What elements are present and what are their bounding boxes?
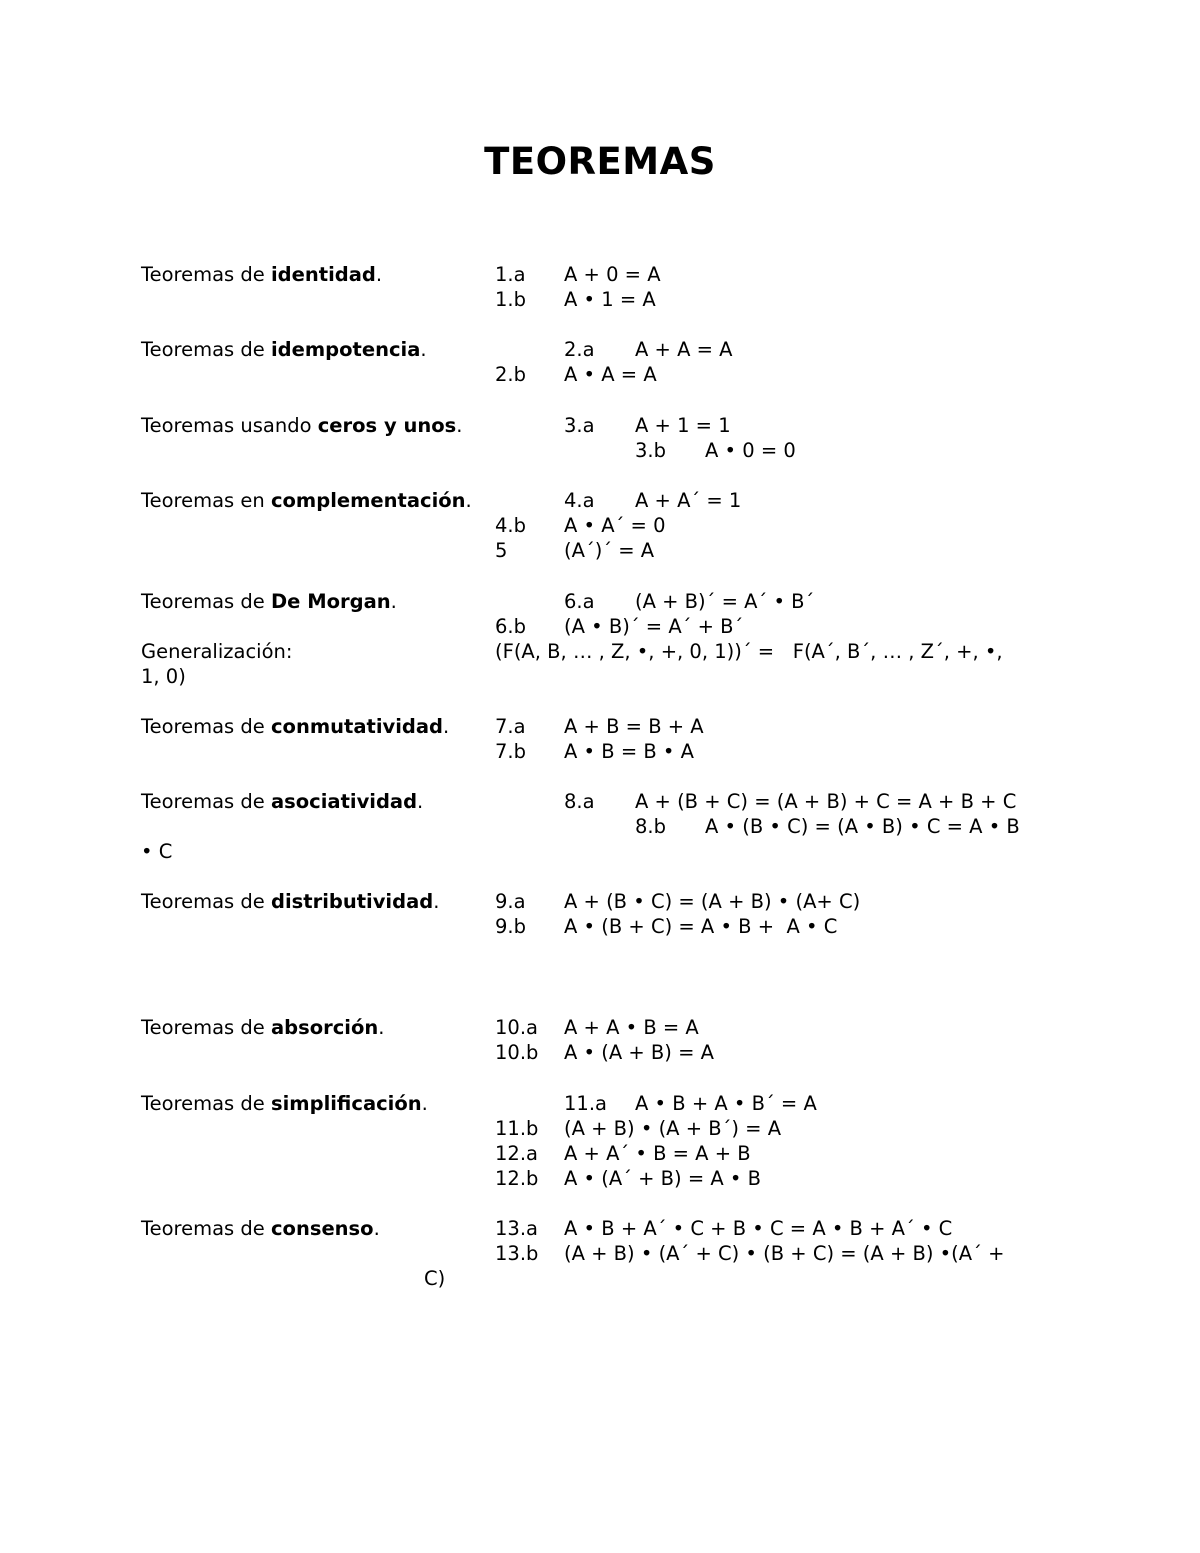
theorem-formula: A + A´ • B = A + B [564, 1142, 751, 1165]
heading-ceros-unos [141, 413, 462, 438]
heading-period: . [456, 414, 463, 437]
theorem-formula: (A´)´ = A [564, 539, 655, 562]
theorem-formula: A • (B • C) = (A • B) • C = A • B [705, 815, 1020, 838]
heading-period: . [378, 1016, 385, 1039]
heading-conmutatividad [141, 714, 449, 739]
theorem-formula: A + (B • C) = (A + B) • (A+ C) [564, 890, 861, 913]
theorem-label: 12.a [495, 1142, 538, 1165]
theorem-label: 4.a [564, 489, 595, 512]
heading-distributividad [141, 889, 439, 914]
heading-complementacion [141, 488, 472, 513]
heading-idempotencia [141, 337, 427, 362]
generalizacion-formula: (F(A, B, … , Z, •, +, 0, 1))´ = F(A´, B´, … , Z´, +, •, [495, 640, 1003, 663]
theorem-formula: (A + B) • (A´ + C) • (B + C) = (A + B) •(A´ + [564, 1242, 1005, 1265]
theorem-formula: A + A = A [635, 338, 733, 361]
theorem-formula: A • 0 = 0 [705, 439, 796, 462]
heading-period: . [433, 890, 440, 913]
heading-keyword: conmutatividad [271, 715, 443, 738]
theorem-label: 10.b [495, 1041, 539, 1064]
theorem-label: 9.b [495, 915, 526, 938]
theorem-label: 2.a [564, 338, 595, 361]
heading-keyword: ceros y unos [317, 414, 457, 437]
theorem-formula: A + 1 = 1 [635, 414, 731, 437]
heading-period: . [421, 1092, 428, 1115]
heading-keyword: idempotencia [271, 338, 421, 361]
theorem-formula: A + A´ = 1 [635, 489, 742, 512]
theorem-label: 6.b [495, 615, 526, 638]
heading-text: Teoremas de [141, 1016, 271, 1039]
theorem-label: 1.b [495, 288, 526, 311]
theorem-label: 12.b [495, 1167, 539, 1190]
heading-period: . [390, 590, 397, 613]
theorem-formula: A • B + A • B´ = A [635, 1092, 817, 1115]
heading-keyword: absorción [271, 1016, 379, 1039]
theorem-label: 3.b [635, 439, 666, 462]
theorem-formula: (A + B) • (A + B´) = A [564, 1117, 782, 1140]
theorem-formula: A • B = B • A [564, 740, 694, 763]
heading-consenso [141, 1216, 380, 1241]
theorem-label: 2.b [495, 363, 526, 386]
theorem-formula: A • B + A´ • C + B • C = A • B + A´ • C [564, 1217, 953, 1240]
heading-simplificacion [141, 1091, 428, 1116]
theorem-label: 4.b [495, 514, 526, 537]
heading-absorcion [141, 1015, 384, 1040]
theorem-formula: A • (B + C) = A • B + A • C [564, 915, 838, 938]
theorem-formula: A • A´ = 0 [564, 514, 666, 537]
theorem-label: 13.a [495, 1217, 538, 1240]
heading-text: Teoremas de [141, 790, 271, 813]
heading-text: Teoremas de [141, 1217, 271, 1240]
theorem-label: 11.a [564, 1092, 607, 1115]
heading-text: Teoremas usando [141, 414, 318, 437]
theorem-label: 8.b [635, 815, 666, 838]
heading-asociatividad [141, 789, 423, 814]
theorem-formula: A • (A + B) = A [564, 1041, 714, 1064]
theorem-label: 3.a [564, 414, 595, 437]
theorem-label: 6.a [564, 590, 595, 613]
heading-text: Teoremas de [141, 590, 271, 613]
theorem-label: 13.b [495, 1242, 539, 1265]
heading-text: Teoremas de [141, 715, 271, 738]
generalizacion-label: Generalización: [141, 640, 293, 663]
generalizacion-continuation: 1, 0) [141, 665, 186, 688]
heading-period: . [373, 1217, 380, 1240]
heading-text: Teoremas de [141, 338, 271, 361]
heading-period: . [417, 790, 424, 813]
heading-period: . [420, 338, 427, 361]
heading-de-morgan [141, 589, 397, 614]
theorem-formula: A + (B + C) = (A + B) + C = A + B + C [635, 790, 1017, 813]
heading-period: . [443, 715, 450, 738]
heading-text: Teoremas de [141, 890, 271, 913]
formula-continuation: C) [424, 1267, 446, 1290]
heading-text: Teoremas de [141, 1092, 271, 1115]
heading-keyword: simplificación [271, 1092, 422, 1115]
theorem-label: 7.b [495, 740, 526, 763]
theorem-formula: (A + B)´ = A´ • B´ [635, 590, 815, 613]
theorem-formula: A • (A´ + B) = A • B [564, 1167, 762, 1190]
heading-keyword: identidad [271, 263, 376, 286]
heading-keyword: distributividad [271, 890, 434, 913]
page-title: TEOREMAS [484, 140, 716, 183]
theorem-label: 10.a [495, 1016, 538, 1039]
heading-keyword: complementación [270, 489, 466, 512]
heading-keyword: consenso [271, 1217, 374, 1240]
theorem-formula: A • 1 = A [564, 288, 656, 311]
heading-text: Teoremas en [141, 489, 271, 512]
theorem-label: 5 [495, 539, 508, 562]
formula-continuation: • C [141, 840, 173, 863]
theorem-label: 1.a [495, 263, 526, 286]
heading-keyword: asociatividad [271, 790, 418, 813]
theorem-label: 7.a [495, 715, 526, 738]
heading-period: . [465, 489, 472, 512]
theorem-label: 11.b [495, 1117, 539, 1140]
heading-text: Teoremas de [141, 263, 271, 286]
theorem-label: 9.a [495, 890, 526, 913]
heading-keyword: De Morgan [271, 590, 391, 613]
theorem-label: 8.a [564, 790, 595, 813]
theorem-formula: A + B = B + A [564, 715, 704, 738]
theorem-formula: A + A • B = A [564, 1016, 699, 1039]
theorem-formula: (A • B)´ = A´ + B´ [564, 615, 744, 638]
heading-period: . [375, 263, 383, 286]
theorem-formula: A + 0 = A [564, 263, 661, 286]
heading-identidad [141, 262, 382, 287]
theorem-formula: A • A = A [564, 363, 657, 386]
